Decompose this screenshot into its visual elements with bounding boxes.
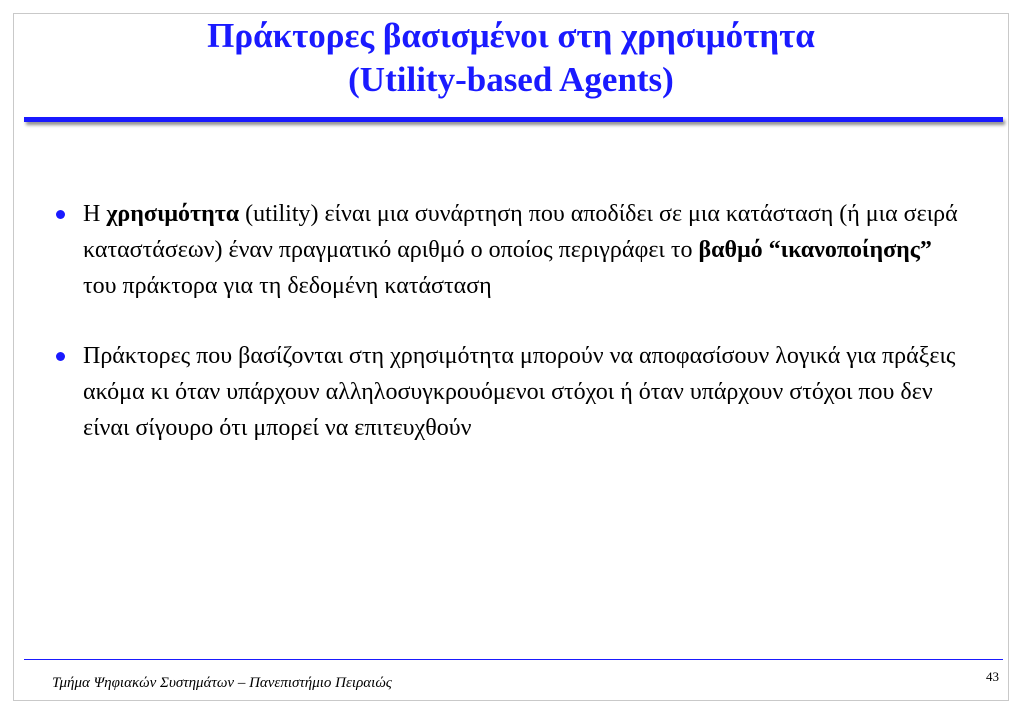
bullet-text-segment: Η bbox=[83, 201, 107, 227]
bullet-dot-icon bbox=[56, 210, 65, 219]
footer-institution: Τμήμα Ψηφιακών Συστημάτων – Πανεπιστήμιο Πειραιώς bbox=[52, 675, 392, 691]
bullet-text bbox=[83, 201, 958, 299]
bullet-text-segment: (utility) είναι μια συνάρτηση που αποδίδει σε μια κατάσταση (ή μια σειρά καταστάσεων) έναν πραγματικό αριθμό ο οποίος περιγράφει το bbox=[83, 201, 958, 263]
bullet-item bbox=[56, 338, 966, 446]
bullet-text-bold-term: βαθμό “ικανοποίησης” bbox=[698, 237, 932, 263]
bullet-dot-icon bbox=[56, 352, 65, 361]
bullet-text bbox=[83, 343, 955, 441]
title-line-greek: Πράκτορες βασισμένοι στη χρησιμότητα bbox=[207, 16, 815, 55]
slide-title bbox=[13, 14, 1009, 102]
bullet-text-segment: του πράκτορα για τη δεδομένη κατάσταση bbox=[83, 273, 492, 299]
bullet-text-segment: Πράκτορες που βασίζονται στη χρησιμότητα μπορούν να αποφασίσουν λογικά για πράξεις ακόμα κι όταν υπάρχουν αλληλοσυγκρουόμενοι στόχοι ή όταν υπάρχουν στόχοι που δεν είναι σίγουρο ότι μπορεί να επιτευχθούν bbox=[83, 343, 956, 441]
bullet-item bbox=[56, 196, 966, 304]
footer-divider bbox=[24, 659, 1003, 660]
page-number: 43 bbox=[986, 669, 999, 684]
title-line-english: (Utility-based Agents) bbox=[348, 60, 674, 99]
title-underline bbox=[24, 117, 1003, 122]
slide-body bbox=[56, 196, 966, 480]
bullet-text-bold-term: χρησιμότητα bbox=[106, 201, 240, 227]
